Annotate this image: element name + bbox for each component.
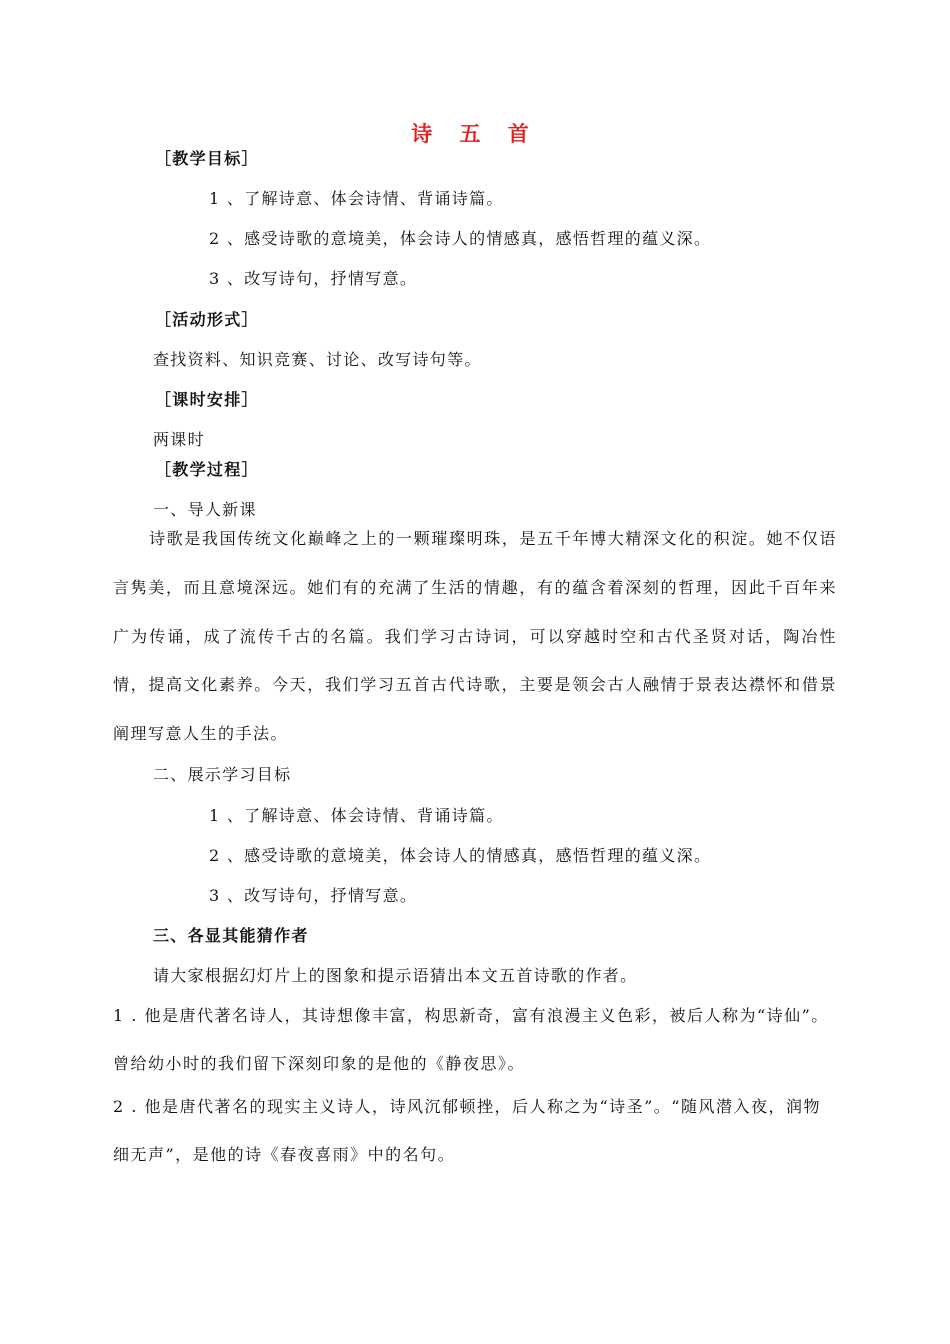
step3-intro: 请大家根据幻灯片上的图象和提示语猜出本文五首诗歌的作者。 — [153, 966, 638, 985]
document-title: 诗 五 首 — [411, 122, 539, 146]
goal-item-1: 1 、了解诗意、体会诗情、背诵诗篇。 — [209, 189, 504, 208]
step2-heading: 二、展示学习目标 — [153, 765, 292, 784]
step1-paragraph: 诗歌是我国传统文化巅峰之上的一颗璀璨明珠，是五千年博大精深文化的积淀。她不仅语言隽美，而且意境深远。她们有的充满了生活的情趣，有的蕴含着深刻的哲理，因此千百年来广为传诵，成了流传千古的名篇。我们学习古诗词，可以穿越时空和古代圣贤对话，陶冶性情，提高文化素养。今天，我们学习五首古代诗歌，主要是领会古人融情于景表达襟怀和借景阐理写意人生的手法。 — [113, 529, 837, 744]
activity-heading: ［活动形式］ — [155, 310, 259, 329]
schedule-text: 两课时 — [153, 430, 205, 449]
step2-goal-2: 2 、感受诗歌的意境美，体会诗人的情感真，感悟哲理的蕴义深。 — [209, 846, 712, 865]
step1-heading: 一、导人新课 — [153, 500, 257, 519]
goals-heading: ［教学目标］ — [155, 149, 259, 168]
step2-goal-3: 3 、改写诗句，抒情写意。 — [209, 886, 418, 905]
goal-item-3: 3 、改写诗句，抒情写意。 — [209, 269, 418, 288]
process-heading: ［教学过程］ — [155, 460, 259, 479]
step2-goal-1: 1 、了解诗意、体会诗情、背诵诗篇。 — [209, 806, 504, 825]
schedule-heading: ［课时安排］ — [155, 390, 259, 409]
goal-item-2: 2 、感受诗歌的意境美，体会诗人的情感真，感悟哲理的蕴义深。 — [209, 229, 712, 248]
clue-1: 1 . 他是唐代著名诗人，其诗想像丰富，构思新奇，富有浪漫主义色彩，被后人称为“诗仙”。曾给幼小时的我们留下深刻印象的是他的《静夜思》。 — [113, 1006, 829, 1073]
step3-heading: 三、各显其能猜作者 — [153, 926, 309, 945]
clue-2: 2 . 他是唐代著名的现实主义诗人，诗风沉郁顿挫，后人称之为“诗圣”。“随风潜入夜，润物细无声”，是他的诗《春夜喜雨》中的名句。 — [113, 1097, 821, 1164]
activity-text: 查找资料、知识竞赛、讨论、改写诗句等。 — [153, 350, 482, 369]
